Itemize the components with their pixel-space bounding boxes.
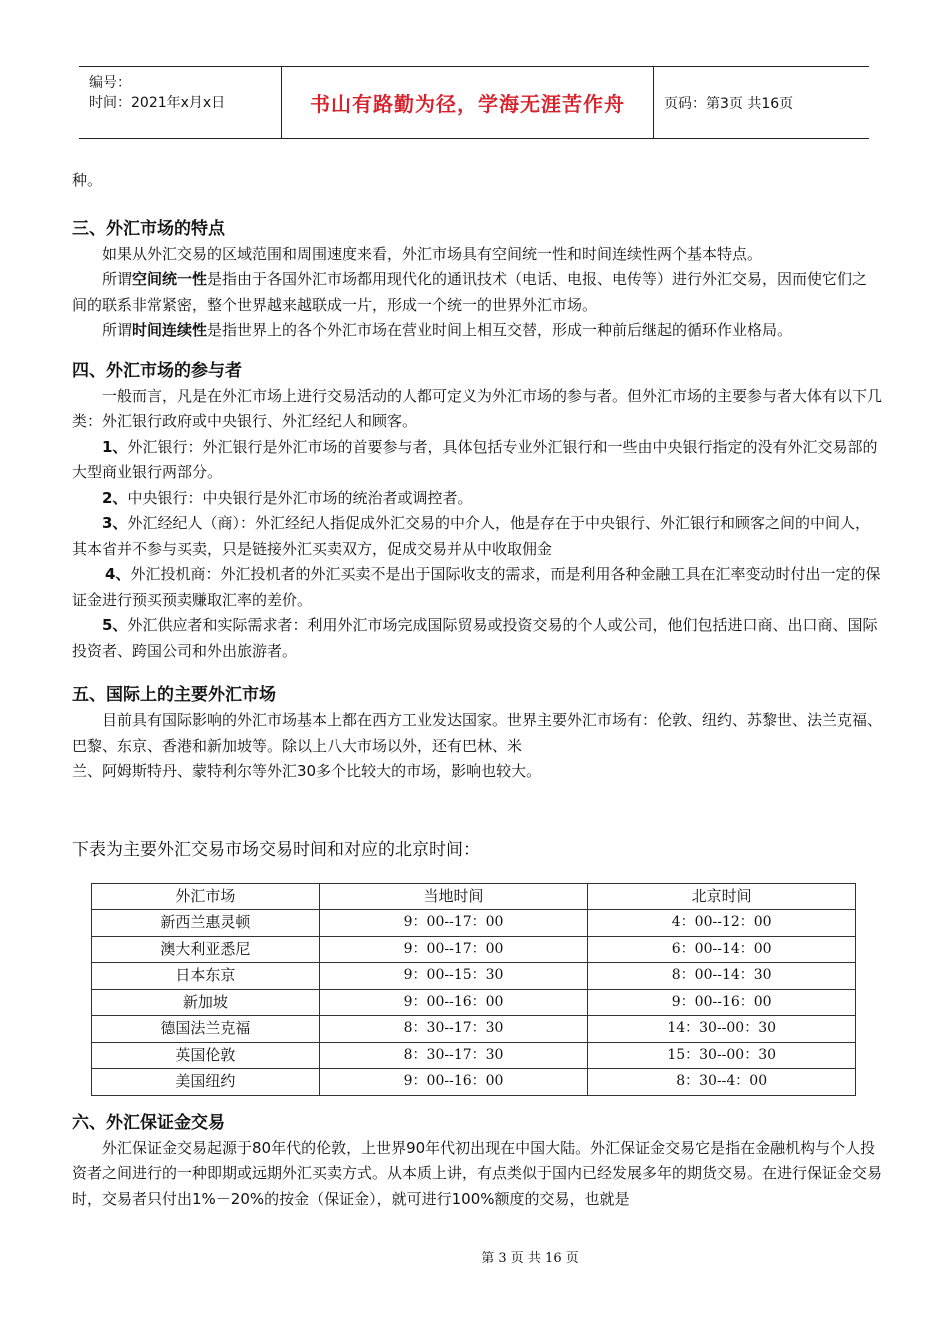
section-6-para-1: 外汇保证金交易起源于80年代的伦敦，上世界90年代初出现在中国大陆。外汇保证金交易它是指在金融机构与个人投资者之间进行的一种即期或远期外汇买卖方式。从本质上讲，有点类似于国内已经发展多年的期货交易。在进行保证金交易时，交易者只付出1%－20%的按金（保证金），就可进行100%额度的交易，也就是 — [72, 1138, 883, 1208]
participant-item: 2、中央银行：中央银行是外汇市场的统治者或调控者。 — [102, 488, 473, 507]
section-4-intro: 一般而言，凡是在外汇市场上进行交易活动的人都可定义为外汇市场的参与者。但外汇市场的主要参与者大体有以下几类：外汇银行政府或中央银行、外汇经纪人和顾客。 — [72, 386, 883, 430]
section-5-title: 五、国际上的主要外汇市场 — [72, 685, 276, 705]
beijing-time-cell: 15：30--00：30 — [588, 1042, 856, 1069]
section-6-title: 六、外汇保证金交易 — [72, 1112, 225, 1133]
table-caption: 下表为主要外汇交易市场交易时间和对应的北京时间： — [72, 839, 480, 860]
beijing-time-cell: 8：30--4：00 — [588, 1069, 856, 1096]
continued-text: 种。 — [72, 171, 103, 189]
header-page-number: 页码：第3页 共16页 — [664, 95, 794, 112]
header-motto: 书山有路勤为径，学海无涯苦作舟 — [281, 67, 654, 138]
table-row — [92, 1069, 856, 1096]
table-row — [92, 936, 856, 963]
table-row — [92, 963, 856, 990]
participant-item: 1、外汇银行：外汇银行是外汇市场的首要参与者，具体包括专业外汇银行和一些由中央银行指定的没有外汇交易部的大型商业银行两部分。 — [72, 437, 878, 481]
market-cell: 英国伦敦 — [92, 1042, 320, 1069]
local-time-cell: 8：30--17：30 — [319, 1042, 588, 1069]
market-cell: 新加坡 — [92, 989, 320, 1016]
section-3-para-2: 所谓空间统一性是指由于各国外汇市场都用现代化的通讯技术（电话、电报、电传等）进行外汇交易，因而使它们之间的联系非常紧密，整个世界越来越联成一片，形成一个统一的世界外汇市场。 — [72, 270, 868, 314]
local-time-cell: 9：00--15：30 — [319, 963, 588, 990]
document-body — [72, 168, 882, 1212]
table-row — [92, 1016, 856, 1043]
column-header: 外汇市场 — [92, 883, 320, 910]
section-3-para-1: 如果从外汇交易的区域范围和周围速度来看，外汇市场具有空间统一性和时间连续性两个基本特点。 — [102, 244, 763, 263]
page-header — [79, 66, 869, 139]
local-time-cell: 9：00--16：00 — [319, 1069, 588, 1096]
column-header: 北京时间 — [588, 883, 856, 910]
participant-item: 5、外汇供应者和实际需求者：利用外汇市场完成国际贸易或投资交易的个人或公司，他们包括进口商、出口商、国际投资者、跨国公司和外出旅游者。 — [72, 616, 878, 660]
market-cell: 德国法兰克福 — [92, 1016, 320, 1043]
term-spatial-unity: 空间统一性 — [132, 270, 208, 288]
section-3-title: 三、外汇市场的特点 — [72, 218, 225, 239]
document-date: 时间：2021年x月x日 — [89, 95, 226, 111]
page-footer: 第 3 页 共 16 页 — [481, 1251, 579, 1266]
document-number-label: 编号： — [89, 75, 131, 91]
participant-item: 3、外汇经纪人（商）：外汇经纪人指促成外汇交易的中介人，他是存在于中央银行、外汇银行和顾客之间的中间人，其本省并不参与买卖，只是链接外汇买卖双方，促成交易并从中收取佣金 — [72, 514, 870, 558]
local-time-cell: 9：00--17：00 — [319, 936, 588, 963]
market-cell: 澳大利亚悉尼 — [92, 936, 320, 963]
column-header: 当地时间 — [319, 883, 588, 910]
local-time-cell: 8：30--17：30 — [319, 1016, 588, 1043]
table-header-row — [92, 883, 856, 910]
section-3-para-3: 所谓时间连续性是指世界上的各个外汇市场在营业时间上相互交替，形成一种前后继起的循环作业格局。 — [102, 321, 793, 339]
beijing-time-cell: 6：00--14：00 — [588, 936, 856, 963]
beijing-time-cell: 8：00--14：30 — [588, 963, 856, 990]
beijing-time-cell: 9：00--16：00 — [588, 989, 856, 1016]
market-cell: 日本东京 — [92, 963, 320, 990]
term-time-continuity: 时间连续性 — [132, 321, 208, 339]
section-5-para-1: 目前具有国际影响的外汇市场基本上都在西方工业发达国家。世界主要外汇市场有：伦敦、纽约、苏黎世、法兰克福、巴黎、东京、香港和新加坡等。除以上八大市场以外，还有巴林、米 — [72, 711, 883, 755]
local-time-cell: 9：00--16：00 — [319, 989, 588, 1016]
market-cell: 新西兰惠灵顿 — [92, 910, 320, 937]
table-row — [92, 1042, 856, 1069]
header-meta — [79, 67, 281, 138]
section-5-para-1-cont: 兰、阿姆斯特丹、蒙特利尔等外汇30多个比较大的市场，影响也较大。 — [72, 762, 542, 780]
beijing-time-cell: 4：00--12：00 — [588, 910, 856, 937]
table-row — [92, 989, 856, 1016]
section-4-title: 四、外汇市场的参与者 — [72, 360, 242, 381]
table-row — [92, 910, 856, 937]
local-time-cell: 9：00--17：00 — [319, 910, 588, 937]
participant-item: 4、外汇投机商：外汇投机者的外汇买卖不是出于国际收支的需求，而是利用各种金融工具在汇率变动时付出一定的保证金进行预买预卖赚取汇率的差价。 — [72, 565, 881, 609]
market-cell: 美国纽约 — [92, 1069, 320, 1096]
trading-hours-table — [91, 883, 856, 1096]
beijing-time-cell: 14：30--00：30 — [588, 1016, 856, 1043]
